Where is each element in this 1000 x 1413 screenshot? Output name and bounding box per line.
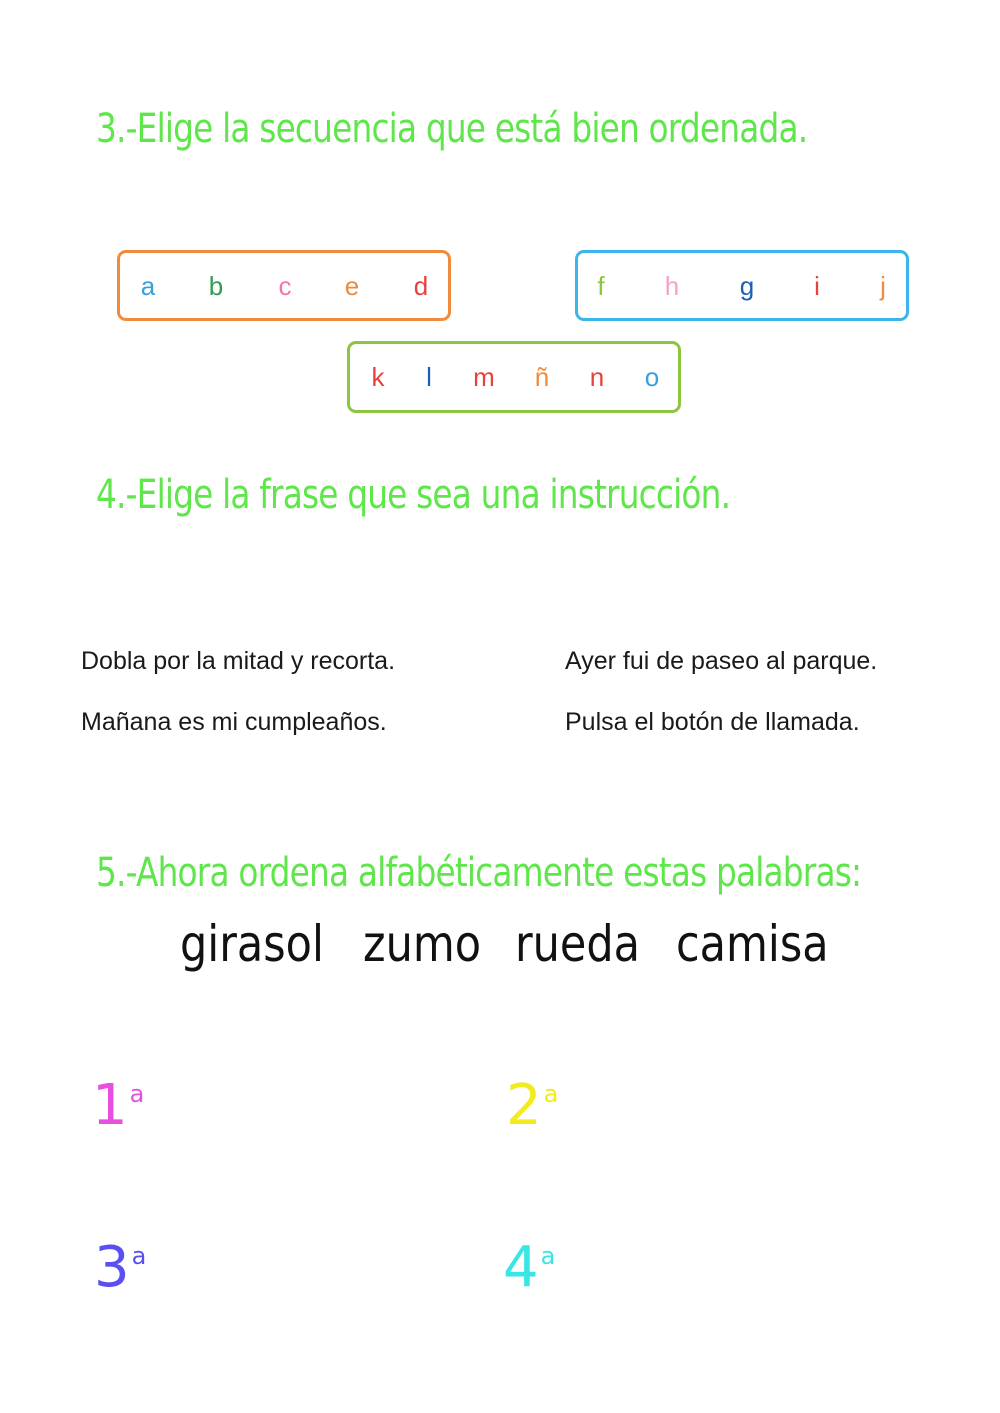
sequence-letter: g: [739, 270, 755, 301]
ordinal-number: 1: [92, 1073, 128, 1138]
phrase-option-3[interactable]: Mañana es mi cumpleaños.: [81, 708, 387, 736]
question-5-heading: 5.-Ahora ordena alfabéticamente estas palabras:: [96, 850, 862, 896]
sequence-letter: b: [208, 270, 224, 301]
sequence-letter: ñ: [534, 362, 550, 392]
word-to-sort: rueda: [515, 915, 641, 973]
ordinal-2-label: [506, 1073, 559, 1138]
answer-slot-2[interactable]: [580, 1080, 880, 1130]
phrase-option-4[interactable]: Pulsa el botón de llamada.: [565, 708, 860, 736]
ordinal-number: 4: [503, 1235, 539, 1300]
ordinal-number: 3: [94, 1235, 130, 1300]
sequence-letter: m: [473, 362, 495, 392]
phrase-option-1[interactable]: Dobla por la mitad y recorta.: [81, 647, 396, 675]
sequence-letter: a: [140, 270, 156, 301]
sequence-letter: o: [644, 362, 660, 392]
phrase-option-2[interactable]: Ayer fui de paseo al parque.: [565, 647, 878, 675]
answer-slot-1[interactable]: [150, 1080, 450, 1130]
sequence-option-1[interactable]: [117, 250, 451, 321]
sequence-letter: c: [278, 270, 292, 301]
question-4-heading: 4.-Elige la frase que sea una instrucción.: [96, 472, 731, 518]
sequence-letter: n: [589, 362, 605, 392]
ordinal-suffix: a: [129, 1080, 145, 1108]
ordinal-number: 2: [506, 1073, 542, 1138]
ordinal-suffix: a: [543, 1080, 559, 1108]
sequence-letter: k: [371, 362, 385, 392]
ordinal-suffix: a: [131, 1242, 147, 1270]
word-to-sort: zumo: [363, 915, 482, 973]
ordinal-4-label: [503, 1235, 556, 1300]
sequence-letter: d: [413, 270, 429, 301]
sequence-option-2[interactable]: [575, 250, 909, 321]
sequence-letter: i: [814, 270, 820, 301]
answer-slot-4[interactable]: [580, 1242, 880, 1292]
question-3-heading: 3.-Elige la secuencia que está bien ordenada.: [96, 106, 808, 152]
answer-slot-3[interactable]: [170, 1242, 470, 1292]
sequence-letter: h: [664, 270, 680, 301]
sequence-letter: f: [597, 270, 605, 301]
word-to-sort: girasol: [180, 915, 324, 973]
sequence-letter: e: [344, 270, 360, 301]
ordinal-3-label: [94, 1235, 147, 1300]
sequence-letter: l: [426, 362, 432, 392]
sequence-option-3[interactable]: [347, 341, 681, 413]
sequence-letter: j: [880, 270, 886, 301]
ordinal-1-label: [92, 1073, 145, 1138]
word-to-sort: camisa: [676, 915, 829, 973]
ordinal-suffix: a: [540, 1242, 556, 1270]
